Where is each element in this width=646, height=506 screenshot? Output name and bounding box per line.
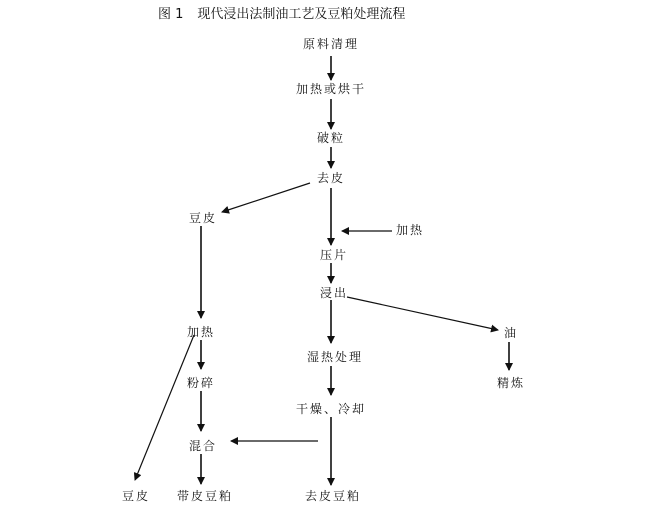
node-raw-cleaning: 原料清理 [302,37,360,51]
figure-title [152,7,405,23]
node-extract: 浸出 [319,286,349,300]
node-oil: 油 [503,326,519,340]
edge-extract-to-oil [347,297,498,330]
edge-dehull-to-hull [222,183,310,212]
node-dry-cool: 干燥、冷却 [295,402,367,416]
node-flake: 压片 [319,248,349,262]
node-mix: 混合 [188,439,218,453]
node-refine: 精炼 [496,376,526,390]
node-pulverize: 粉碎 [186,376,216,390]
node-heat-or-dry: 加热或烘干 [295,82,367,96]
figure-number: 图 1 [158,7,184,22]
node-hull: 豆皮 [188,211,218,225]
node-meal-with-hull: 带皮豆粕 [176,489,234,503]
figure-caption: 现代浸出法制油工艺及豆粕处理流程 [197,7,406,22]
node-dehull: 去皮 [316,171,346,185]
node-dehulled-meal: 去皮豆粕 [304,489,362,503]
node-heat-left: 加热 [186,325,216,339]
node-heat-side: 加热 [395,223,425,237]
node-hull-out: 豆皮 [121,489,151,503]
node-wet-heat: 湿热处理 [306,350,364,364]
node-crush: 破粒 [316,131,346,145]
edge-heat-left-to-hull-out [135,335,194,480]
